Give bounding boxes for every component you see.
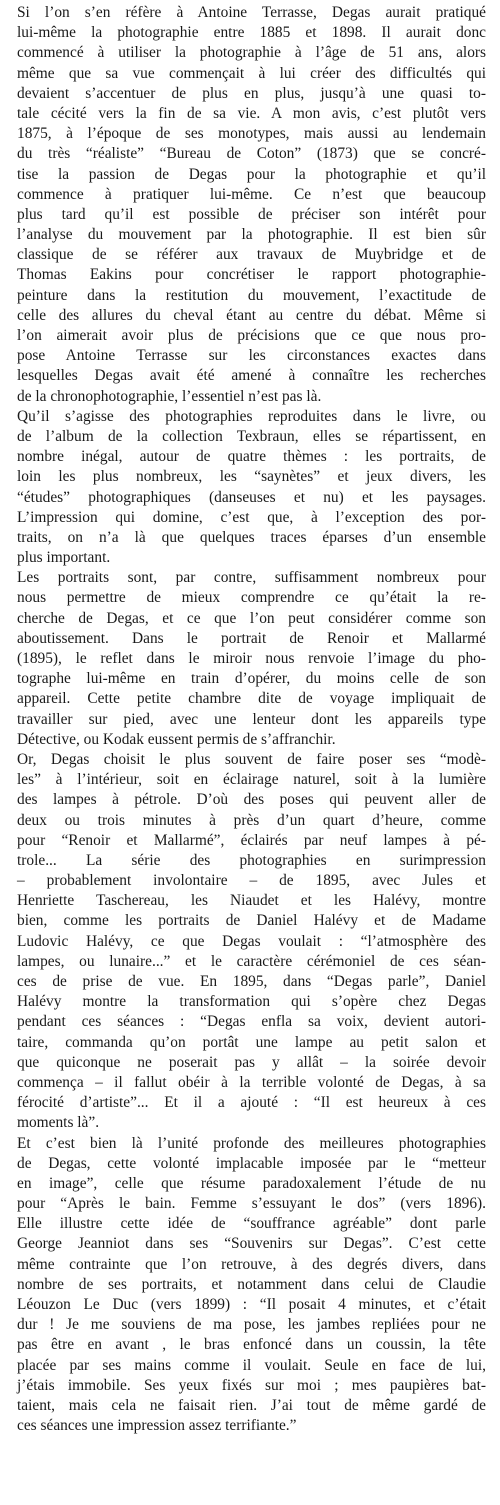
text-line: de Degas, cette volonté implacable imposée par le “metteur [17,1154,486,1172]
text-line: du très “réaliste” “Bureau de Coton” (1873) que se concré- [17,145,486,163]
text-line: plus important. [17,549,111,567]
text-line: Thomas Eakins pour concrétiser le rapport photographie- [17,266,486,284]
text-line: – probablement involontaire – de 1895, avec Jules et [17,872,486,890]
text-line: taient, mais cela ne faisait rien. J’ai tout de même gardé de [17,1396,486,1414]
text-line: “études” photographiques (danseuses et nu) et les paysages. [17,488,486,506]
text-line: lui-même la photographie entre 1885 et 1898. Il aurait donc [17,24,486,42]
text-line: pour “Après le bain. Femme s’essuyant le dos” (vers 1896). [17,1195,486,1213]
text-line: Or, Degas choisit le plus souvent de faire poser ses “modè- [17,750,486,768]
text-line: en image”, celle que résume paradoxalement l’étude de nu [17,1174,486,1192]
text-line: commença – il fallut obéir à la terrible volonté de Degas, à sa [17,1073,486,1091]
text-line: loin les plus nombreux, les “saynètes” et jeux divers, les [17,468,486,486]
text-line: appareil. Cette petite chambre dite de voyage impliquait de [17,690,486,708]
text-line: classique de se référer aux travaux de Muybridge et de [17,246,486,264]
text-line: (1895), le reflet dans le miroir nous renvoie l’image du pho- [17,650,486,667]
text-line: ces séances une impression assez terrifiante.” [17,1417,297,1435]
text-line: Qu’il s’agisse des photographies reproduites dans le livre, ou [17,407,486,425]
text-line: Et c’est bien là l’unité profonde des meilleures photographies [17,1134,486,1152]
text-line: Détective, ou Kodak eussent permis de s’affranchir. [17,730,336,748]
text-line: l’analyse du mouvement par la photographie. Il est bien sûr [17,226,486,244]
paragraph-portraits [17,568,486,750]
text-line: plus tard qu’il est possible de préciser son intérêt pour [17,205,486,223]
text-line: pas être en avant , le bras enfoncé dans un coussin, la tête [17,1336,486,1354]
text-line: traits, on n’a là que quelques traces éparses d’un ensemble [17,528,486,546]
text-line: les” à l’intérieur, soit en éclairage naturel, soit à la lumière [17,771,486,789]
text-line: trole... La série des photographies en surimpression [17,851,486,869]
paragraph-implacable-will [17,1134,486,1437]
text-line: de la chronophotographie, l’essentiel n’est pas là. [17,387,322,405]
text-line: travailler sur pied, avec une lenteur dont les appareils type [17,710,486,728]
text-line: bien, comme les portraits de Daniel Halévy et de Madame [17,912,486,930]
text-line: placée par ses mains comme il voulait. Seule en face de lui, [17,1356,486,1374]
text-line: Halévy montre la transformation qui s’opère chez Degas [17,993,486,1011]
text-line: peinture dans la restitution du mouvement, l’exactitude de [17,286,486,304]
text-line: commencé à utiliser la photographie à l’âge de 51 ans, alors [17,44,486,62]
text-line: Ludovic Halévy, ce que Degas voulait : “l’atmosphère des [17,932,486,950]
text-line: devaient s’accentuer de plus en plus, jusqu’à une quasi to- [17,84,486,102]
text-line: Elle illustre cette idée de “souffrance agréable” dont parle [17,1215,486,1233]
text-line: deux ou trois minutes à près d’un quart d’heure, comme [17,811,486,829]
text-line: taire, commanda qu’on portât une lampe au petit salon et [17,1033,486,1051]
text-line: Henriette Taschereau, les Niaudet et les Halévy, montre [17,892,486,910]
text-line: L’impression qui domine, c’est que, à l’exception des por- [17,508,486,526]
text-line: nombre inégal, autour de quatre thèmes : les portraits, de [17,448,486,466]
paragraph-poses-lamps [17,750,486,1134]
text-line: moments là”. [17,1114,100,1132]
text-line: celle des allures du cheval étant au centre du débat. Même si [17,306,486,324]
text-line: nous permettre de mieux comprendre ce qu’était la re- [17,589,486,607]
text-line: nombre de ses portraits, et notamment dans celui de Claudie [17,1275,486,1293]
text-line: de l’album de la collection Texbraun, elles se répartissent, en [17,427,486,445]
text-line: même contrainte que l’on retrouve, à des degrés divers, dans [17,1255,486,1273]
text-line: Si l’on s’en réfère à Antoine Terrasse, Degas aurait pratiqué [17,4,486,21]
text-line: tale cécité vers la fin de sa vie. A mon avis, c’est plutôt vers [17,104,486,122]
text-line: George Jeanniot dans ses “Souvenirs sur Degas”. C’est cette [17,1235,486,1253]
text-line: aboutissement. Dans le portrait de Renoir et Mallarmé [17,629,486,647]
text-line: dur ! Je me souviens de ma pose, les jambes repliées pour ne [17,1316,486,1334]
text-line: pour “Renoir et Mallarmé”, éclairés par neuf lampes à pé- [17,831,486,849]
text-line: Les portraits sont, par contre, suffisamment nombreux pour [17,569,486,587]
text-line: pendant ces séances : “Degas enfla sa voix, devient autori- [17,1013,486,1031]
text-line: cherche de Degas, et ce que l’on peut considérer comme son [17,609,486,627]
text-line: tographe lui-même en train d’opérer, du moins celle de son [17,670,486,688]
text-line: lesquelles Degas avait été amené à connaître les recherches [17,367,486,385]
text-line: commence à pratiquer lui-même. Ce n’est que beaucoup [17,185,486,203]
text-line: Léouzon Le Duc (vers 1899) : “Il posait 4 minutes, et c’était [17,1296,486,1313]
text-line: que quiconque ne poserait pas y allât – la soirée devoir [17,1053,486,1071]
text-line: pose Antoine Terrasse sur les circonstances exactes dans [17,347,486,365]
text-line: tise la passion de Degas pour la photographie et qu’il [17,165,486,183]
text-line: férocité d’artiste”... Et il a ajouté : “Il est heureux à ces [17,1094,486,1112]
paragraph-terrasse-dating [17,3,486,407]
paragraph-photo-themes [17,407,486,569]
text-line: ces de prise de vue. En 1895, dans “Degas parle”, Daniel [17,973,486,990]
text-line: l’on aimerait avoir plus de précisions que ce que nous pro- [17,327,486,344]
text-line: même que sa vue commençait à lui créer des difficultés qui [17,64,486,82]
text-line: 1875, à l’époque de ses monotypes, mais aussi au lendemain [17,125,486,143]
text-line: des lampes à pétrole. D’où des poses qui peuvent aller de [17,791,486,809]
text-line: j’étais immobile. Ses yeux fixés sur moi ; mes paupières bat- [17,1376,486,1394]
text-line: lampes, ou lunaire...” et le caractère cérémoniel de ces séan- [17,952,486,970]
